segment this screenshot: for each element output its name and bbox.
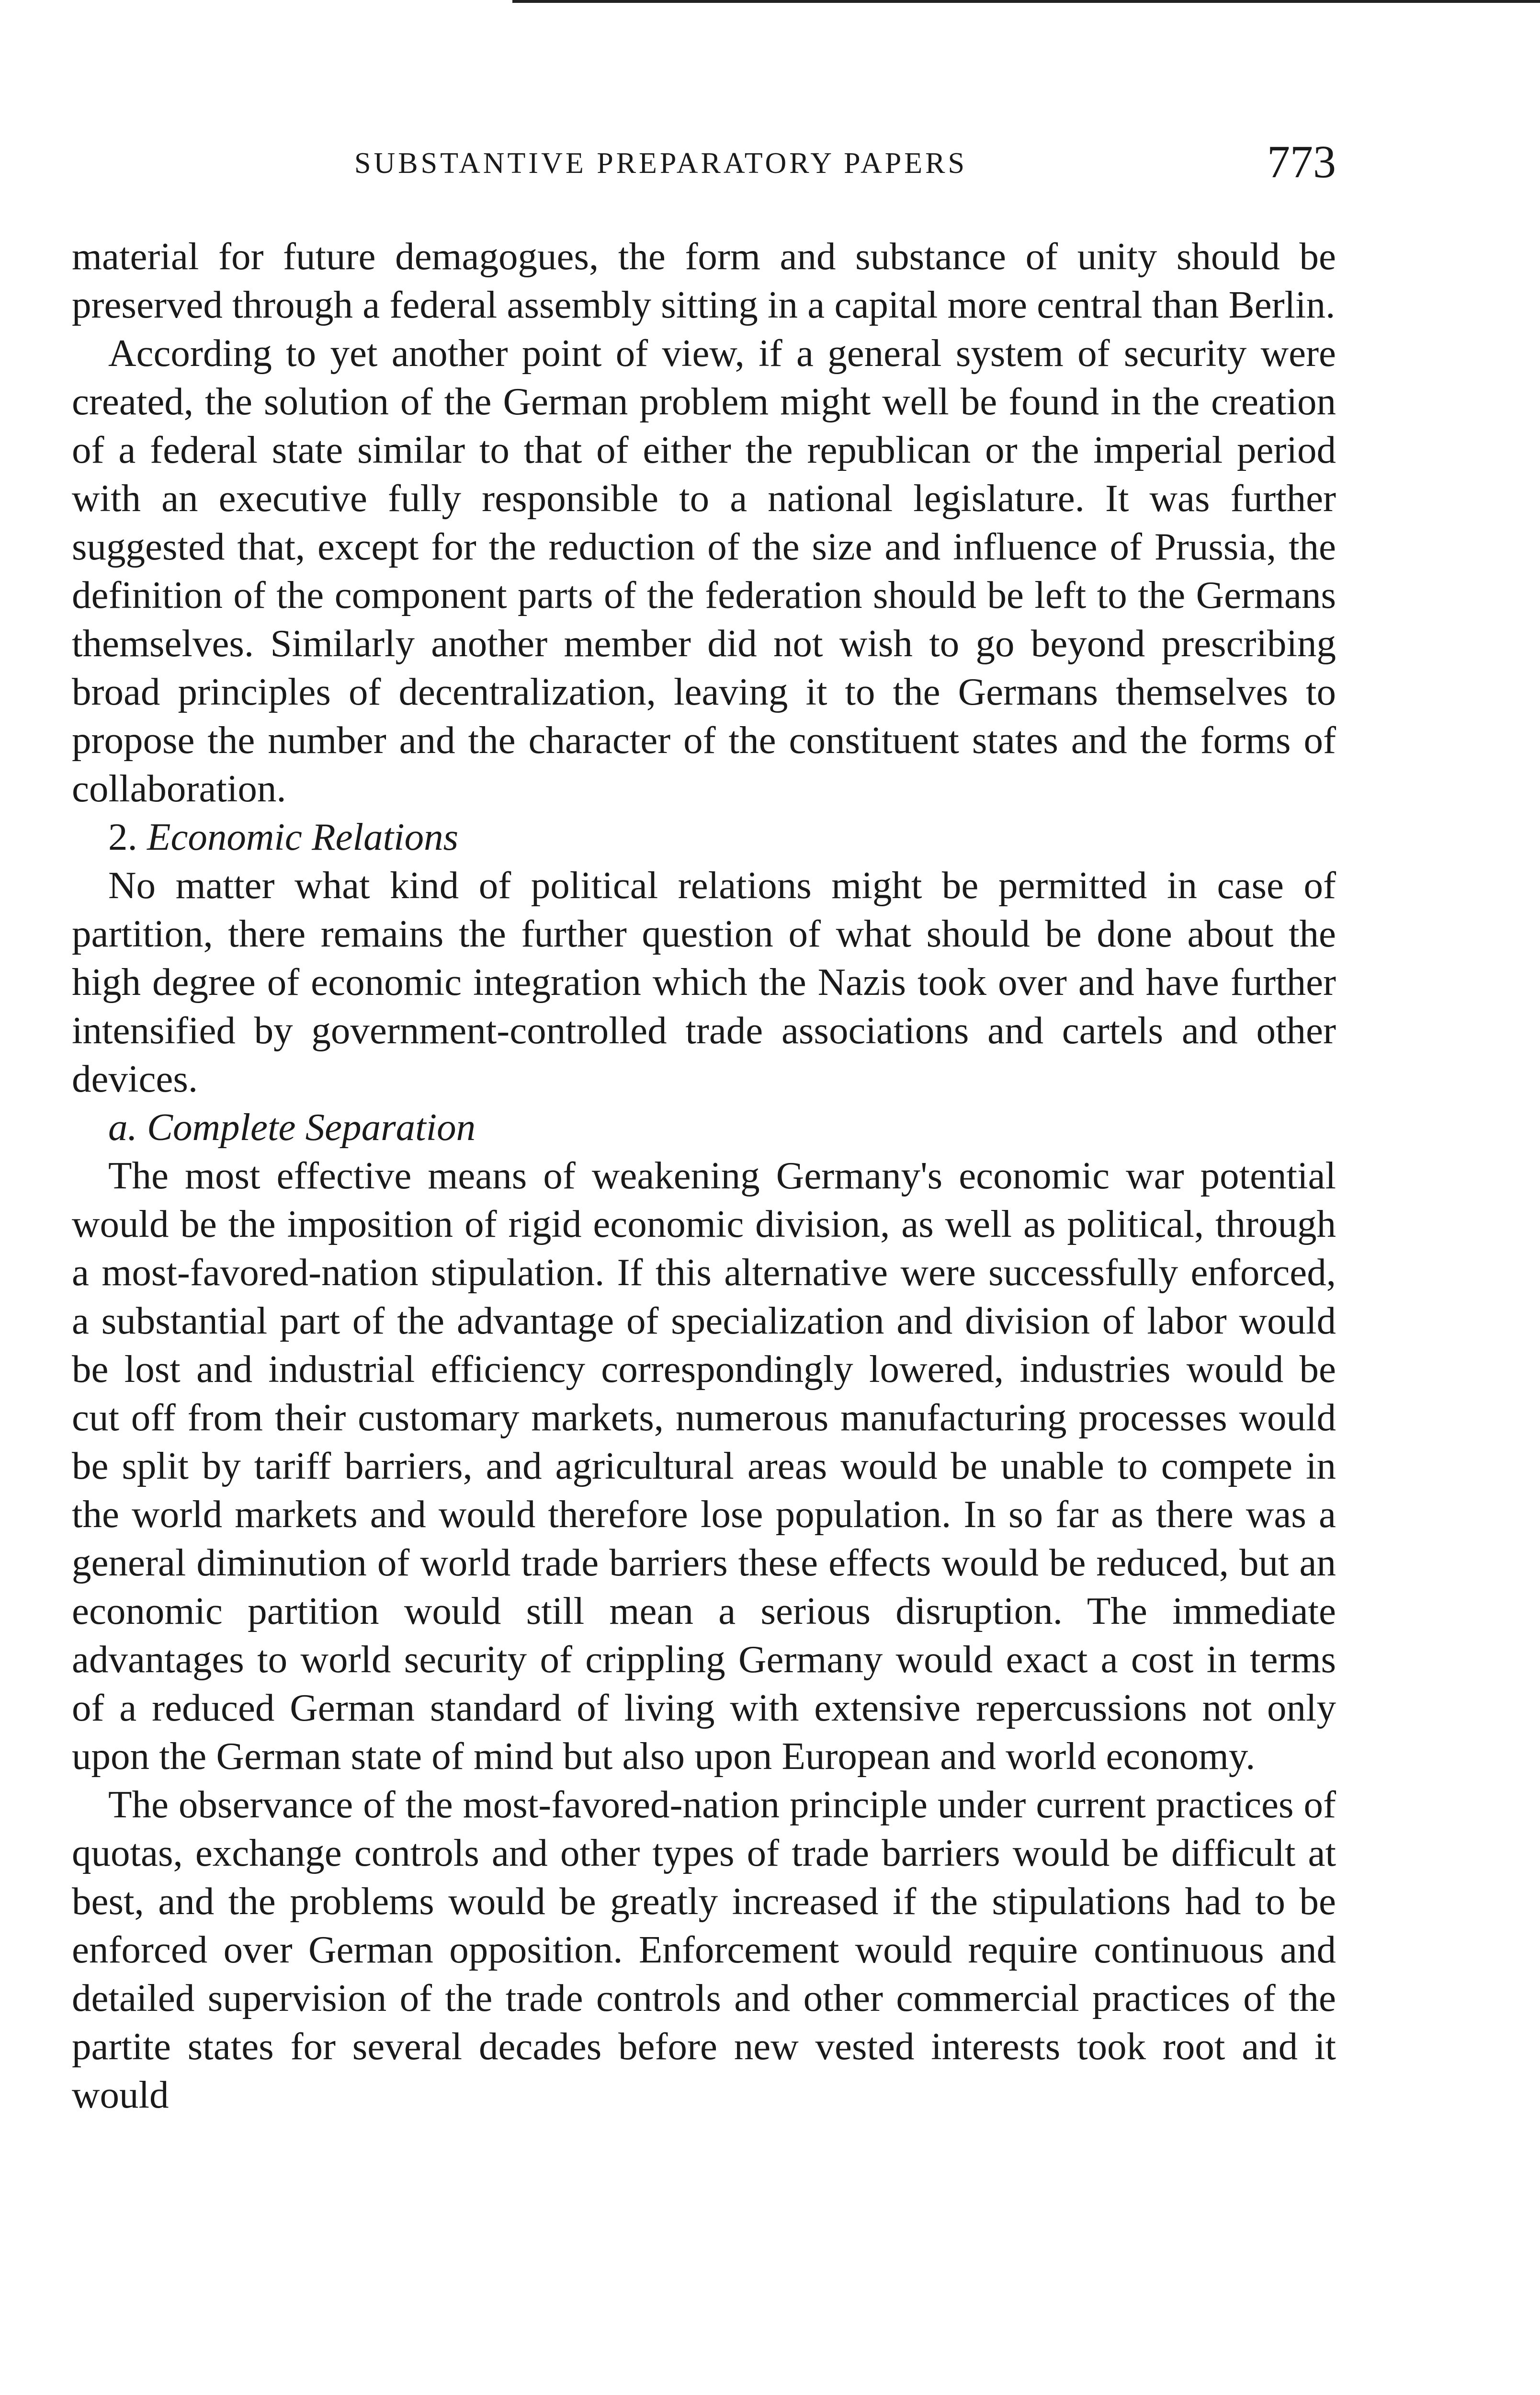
top-border-rule [512,0,1540,3]
section-number: 2. [108,815,137,858]
paragraph-economic-integration: No matter what kind of political relations might be permitted in case of partition, there remains the further question of what should be done about the high degree of economic integration which the Nazis took over and have further intensified by government-controlled trade associations and cartels and other devices. [72,864,1336,1100]
subsection-heading-complete-separation [72,1103,1336,1152]
paragraph-continuation: material for future demagogues, the form and substance of unity should be preserved through a federal assembly sitting in a capital more central than Berlin. [72,235,1336,326]
paragraph-federal-state: According to yet another point of view, if a general system of security were created, the solution of the German problem might well be found in the creation of a federal state similar to that of either the republican or the imperial period with an executive fully responsible to a national legislature. It was further suggested that, except for the reduction of the size and influence of Prussia, the definition of the component parts of the federation should be left to the Germans themselves. Similarly another member did not wish to go beyond prescribing broad principles of decentralization, leaving it to the Germans themselves to propose the number and the character of the constituent states and the forms of collaboration. [72,331,1336,810]
page-number: 773 [1267,136,1336,187]
body-text [72,232,1336,2119]
subsection-letter: a. [108,1106,137,1149]
paragraph-economic-division: The most effective means of weakening Germany's economic war potential would be the imposition of rigid economic division, as well as political, through a most-favored-nation stipulation. If this alternative were successfully enforced, a substantial part of the advantage of specialization and division of labor would be lost and industrial efficiency correspondingly lowered, industries would be cut off from their customary markets, numerous manufacturing processes would be split by tariff barriers, and agricultural areas would be unable to compete in the world markets and would therefore lose population. In so far as there was a general diminution of world trade barriers these effects would be reduced, but an economic partition would still mean a serious disruption. The immediate advantages to world security of crippling Germany would exact a cost in terms of a reduced German standard of living with extensive repercussions not only upon the German state of mind but also upon European and world economy. [72,1154,1336,1778]
section-heading-economic-relations [72,813,1336,861]
paragraph-most-favored-nation: The observance of the most-favored-nation principle under current practices of quotas, exchange controls and other types of trade barriers would be difficult at best, and the problems would be greatly increased if the stipulations had to be enforced over German opposition. Enforcement would require continuous and detailed supervision of the trade controls and other commercial practices of the partite states for several decades before new vested interests took root and it would [72,1783,1336,2116]
running-head [72,136,1336,201]
section-title: Economic Relations [147,815,459,858]
subsection-title: Complete Separation [147,1106,476,1149]
running-title: SUBSTANTIVE PREPARATORY PAPERS [354,147,967,180]
